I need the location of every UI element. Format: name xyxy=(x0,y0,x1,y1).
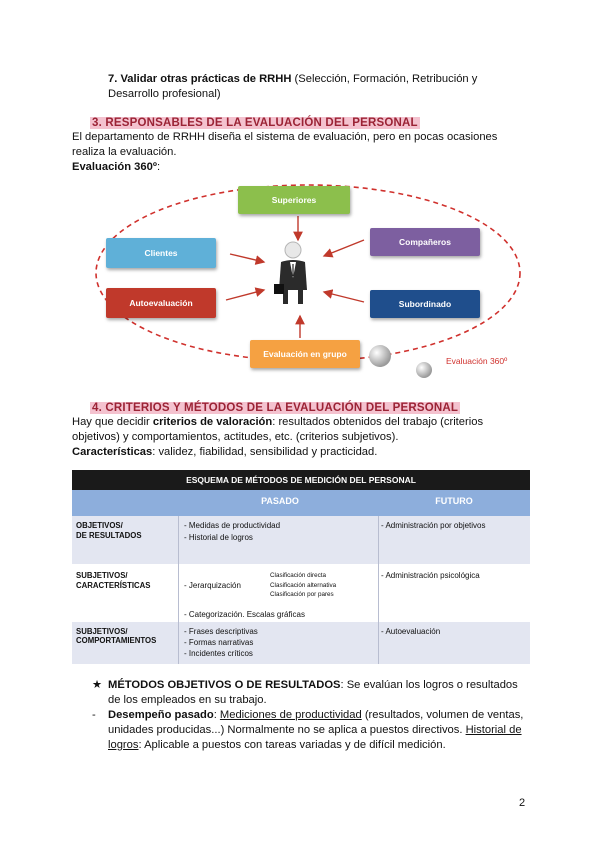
dash-bullet: - xyxy=(92,709,96,721)
diagram-caption: Evaluación 360º xyxy=(446,356,508,366)
header-pasado: PASADO xyxy=(261,496,299,506)
section-3-line2: realiza la evaluación. xyxy=(72,146,177,158)
table-divider xyxy=(378,516,379,664)
businessman-icon xyxy=(274,242,307,304)
table-title: ESQUEMA DE MÉTODOS DE MEDICIÓN DEL PERSONAL xyxy=(186,475,416,485)
box-clientes: Clientes xyxy=(106,238,216,268)
box-grupo: Evaluación en grupo xyxy=(250,340,360,368)
decorative-sphere xyxy=(369,345,391,367)
table-header-row xyxy=(72,490,530,516)
eval-360-label: Evaluación 360º: xyxy=(72,161,161,173)
decorative-sphere-2 xyxy=(416,362,432,378)
table-divider xyxy=(178,516,179,664)
page-number: 2 xyxy=(519,797,526,809)
table-row: OBJETIVOS/ DE RESULTADOS - Medidas de productividad - Historial de logros - Administración por objetivos xyxy=(72,516,530,564)
box-companeros: Compañeros xyxy=(370,228,480,256)
methods-table xyxy=(72,470,530,664)
box-autoevaluacion: Autoevaluación xyxy=(106,288,216,318)
past-performance-line2: unidades producidas...) Normalmente no se aplica a puestos directivos. Historial de xyxy=(108,724,522,736)
section-4-characteristics: Características: validez, fiabilidad, sensibilidad y practicidad. xyxy=(72,446,378,458)
header-futuro: FUTURO xyxy=(435,496,473,506)
section-4-p1-line2: objetivos) y comportamientos, actitudes, etc. (criterios subjetivos). xyxy=(72,431,399,443)
item-7 xyxy=(108,72,526,87)
objective-methods: MÉTODOS OBJETIVOS O DE RESULTADOS: Se evalúan los logros o resultados xyxy=(108,679,518,691)
table-title-row xyxy=(72,470,530,490)
item-7-line2: Desarrollo profesional) xyxy=(108,88,221,100)
item-7-title: 7. Validar otras prácticas de RRHH xyxy=(108,73,292,85)
arrow-companeros xyxy=(324,240,364,256)
table-row: SUBJETIVOS/ COMPORTAMIENTOS - Frases descriptivas - Formas narrativas - Incidentes críticos - Autoevaluación xyxy=(72,622,530,664)
table-row: SUBJETIVOS/ CARACTERÍSTICAS - Jerarquización Clasificación directa Clasificación alternativa Clasificación por pares - Categorización. Escalas gráficas - Administración psicológica xyxy=(72,564,530,622)
star-bullet: ★ xyxy=(92,679,103,691)
box-superiores: Superiores xyxy=(238,186,350,214)
arrow-subordinado xyxy=(324,292,364,302)
section-3-heading: 3. RESPONSABLES DE LA EVALUACIÓN DEL PERSONAL xyxy=(92,117,418,129)
evaluation-360-diagram xyxy=(88,178,528,378)
box-subordinado: Subordinado xyxy=(370,290,480,318)
past-performance-line3: logros: Aplicable a puestos con tareas variadas y de difícil medición. xyxy=(108,739,446,751)
objective-methods-line2: de los empleados en su trabajo. xyxy=(108,694,267,706)
arrow-autoevaluacion xyxy=(226,290,264,300)
past-performance: Desempeño pasado: Mediciones de productividad (resultados, volumen de ventas, xyxy=(108,709,524,721)
item-7-text: (Selección, Formación, Retribución y xyxy=(291,73,478,85)
section-4-p1: Hay que decidir criterios de valoración: resultados obtenidos del trabajo (criterios xyxy=(72,416,484,428)
arrow-clientes xyxy=(230,254,264,262)
section-3-line1: El departamento de RRHH diseña el sistema de evaluación, pero en pocas ocasiones xyxy=(72,131,498,143)
section-4-heading: 4. CRITERIOS Y MÉTODOS DE LA EVALUACIÓN DEL PERSONAL xyxy=(92,402,459,414)
